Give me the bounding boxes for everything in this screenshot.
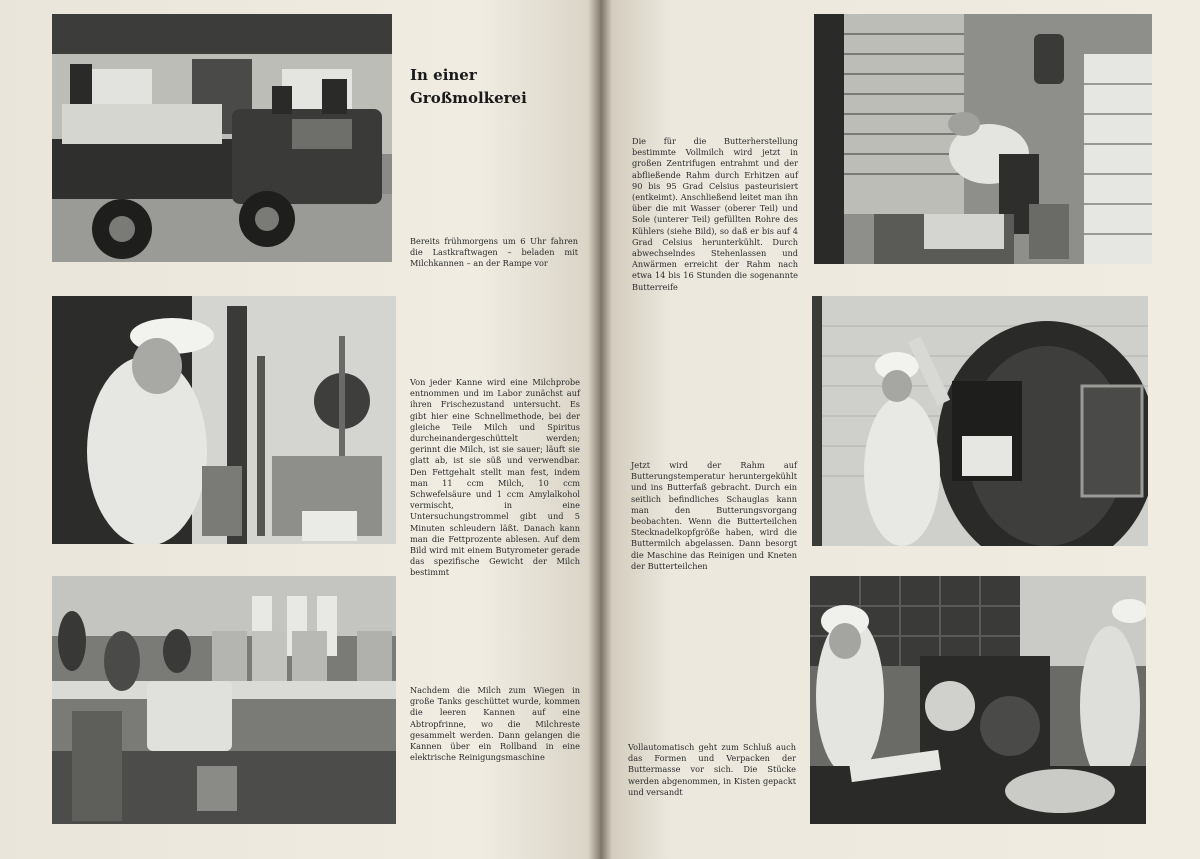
caption-truck: Bereits frühmorgens um 6 Uhr fahren die Lastkraftwagen – beladen mit Milchkannen – an der Rampe vor xyxy=(410,236,578,269)
truck-photo xyxy=(52,14,392,262)
article-heading xyxy=(410,64,560,110)
book-gutter xyxy=(588,0,612,859)
packing-photo xyxy=(810,576,1146,824)
caption-weighing: Nachdem die Milch zum Wiegen in große Tanks geschüttet wurde, kommen die leeren Kannen auf eine Abtropfrinne, wo die Milchreste gesammelt werden. Dann gelangen die Kannen über ein Rollband in eine elektrische Reinigungsmaschine xyxy=(410,685,580,763)
caption-packing: Vollautomatisch geht zum Schluß auch das Formen und Verpacken der Buttermasse vor sich. Die Stücke werden abgenommen, in Kisten gepackt und versandt xyxy=(628,742,796,797)
caption-centrifuge: Die für die Butterherstellung bestimmte Vollmilch wird jetzt in großen Zentrifugen entrahmt und der abfließende Rahm durch Erhitzen auf 90 bis 95 Grad Celsius pasteurisiert (entkeimt). Anschließend leitet man ihn über die mit Wasser (oberer Teil) und Sole (unterer Teil) gefüllten Rohre des Kühlers (siehe Bild), so daß er bis auf 4 Grad Celsius herunterkühlt. Durch abwechselndes Stehenlassen und Anwärmen erreicht der Rahm nach etwa 14 bis 16 Stunden die sogenannte Butterreife xyxy=(632,136,798,292)
caption-lab: Von jeder Kanne wird eine Milchprobe entnommen und im Labor zunächst auf ihren Frischezustand untersucht. Es gibt hier eine Schnellmethode, bei der gleiche Teile Milch und Spiritus durcheinandergeschüttelt werden; gerinnt die Milch, ist sie sauer; läuft sie glatt ab, ist sie süß und verwendbar. Den Fettgehalt stellt man fest, indem man 11 ccm Milch, 10 ccm Schwefelsäure und 1 ccm Amylalkohol vermischt, in eine Untersuchungstrommel gibt und 5 Minuten schleudern läßt. Danach kann man die Fettprozente ablesen. Auf dem Bild wird mit einem Butyrometer gerade das spezifische Gewicht der Milch bestimmt xyxy=(410,377,580,578)
weighing-photo xyxy=(52,576,396,824)
heading-line-2: Großmolkerei xyxy=(410,89,527,107)
caption-churn: Jetzt wird der Rahm auf Butterungstemperatur heruntergekühlt und ins Butterfaß gebracht. Durch ein seitlich befindliches Schauglas kann man den Butterungsvorgang beobachten. Wenn die Butterteilchen Stecknadelkopfgröße haben, wird die Buttermilch abgelassen. Dann besorgt die Maschine das Reinigen und Kneten der Butterteilchen xyxy=(631,460,797,571)
lab-photo xyxy=(52,296,396,544)
centrifuge-photo xyxy=(814,14,1152,264)
churn-photo xyxy=(812,296,1148,546)
heading-line-1: In einer xyxy=(410,66,477,84)
